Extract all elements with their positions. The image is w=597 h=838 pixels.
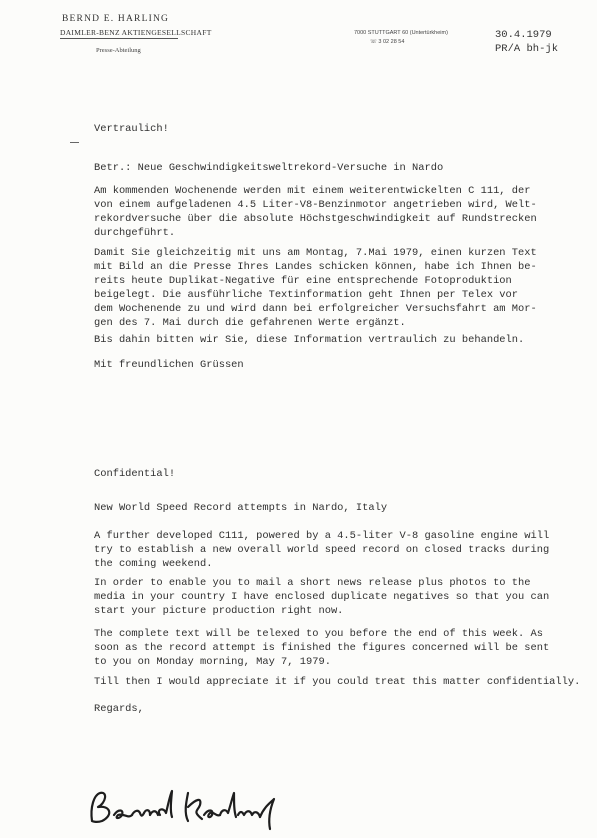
signature-stroke [186,793,202,821]
letter-reference: PR/A bh-jk [495,43,559,55]
letterhead-name: BERND E. HARLING [62,14,170,24]
signature-stroke [238,811,260,817]
english-closing: Regards, [94,703,144,715]
english-paragraph-2: In order to enable you to mail a short news release plus photos to the media in your country I have enclosed duplicate negatives so that you can start your picture production right now. [94,577,550,617]
signature-stroke [132,811,144,816]
signature-stroke [114,811,132,819]
german-salutation: Vertraulich! [94,123,169,135]
signature-stroke [144,810,158,815]
letterhead-rule [60,38,178,39]
fold-mark [70,142,79,143]
letter-date: 30.4.1979 [495,29,552,41]
english-subject: New World Speed Record attempts in Nardo, Italy [94,502,388,514]
english-paragraph-3: The complete text will be telexed to you before the end of this week. As soon as the record attempt is finished the figures concerned will be sent to you on Monday morning, May 7, 1979. [94,628,550,668]
signature-picture [84,785,294,833]
english-paragraph-4: Till then I would appreciate it if you could treat this matter confidentially. [94,676,581,688]
german-subject: Betr.: Neue Geschwindigkeitsweltrekord-Versuche in Nardo [94,162,444,174]
letterhead-phone: ☏ 3 02 28 54 [370,39,405,45]
signature-stroke [220,793,236,817]
english-paragraph-1: A further developed C111, powered by a 4.5-liter V-8 gasoline engine will try to establish a new overall world speed record on closed tracks during the coming weekend. [94,530,550,570]
german-paragraph-1: Am kommenden Wochenende werden mit einem weiterentwickelten C 111, der von einem aufgeladenen 4.5 Liter-V8-Benzinmotor angetrieben wird, Welt- rekordversuche über die absolute Höchstgeschwindigkeit auf Rundstrecken durchgeführt. [94,185,537,239]
english-salutation: Confidential! [94,468,176,480]
signature-stroke [260,799,274,829]
letterhead-address: 7000 STUTTGART 60 (Untertürkheim) [354,30,448,36]
signature-stroke [204,811,220,818]
signature-stroke [159,791,172,817]
german-paragraph-2: Damit Sie gleichzeitig mit uns am Montag, 7.Mai 1979, einen kurzen Text mit Bild an die Presse Ihres Landes schicken können, habe ich Ihnen be- reits heute Duplikat-Negative für eine entsprechende Fotoproduktion beigelegt. Die ausführliche Textinformation geht Ihnen per Telex vor dem Wochenende zu und wird dann bei erfolgreicher Versuchsfahrt am Mor- gen des 7. Mai durch die gefahrenen Werte ergänzt. [94,247,537,329]
letterhead-company: DAIMLER-BENZ AKTIENGESELLSCHAFT [60,28,212,37]
german-closing: Mit freundlichen Grüssen [94,359,244,371]
german-paragraph-3: Bis dahin bitten wir Sie, diese Information vertraulich zu behandeln. [94,334,525,346]
signature-stroke [91,793,109,822]
letterhead-department: Presse-Abteilung [96,47,141,54]
